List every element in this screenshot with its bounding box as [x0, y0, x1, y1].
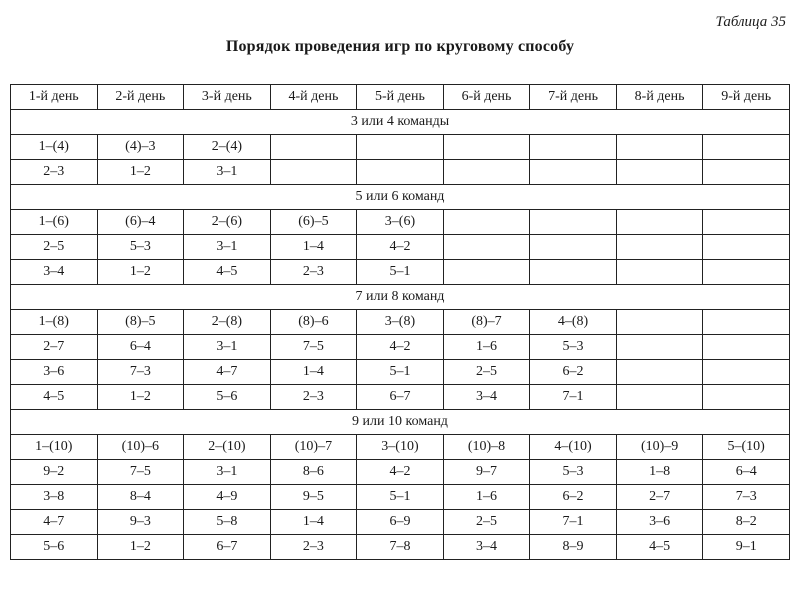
- match-cell: 3–6: [616, 510, 703, 535]
- match-cell: 6–2: [530, 485, 617, 510]
- table-row: [11, 535, 790, 560]
- match-cell: 5–6: [11, 535, 98, 560]
- match-cell: 3–(8): [357, 310, 444, 335]
- group-label: 3 или 4 команды: [11, 110, 790, 135]
- group-row: [11, 410, 790, 435]
- match-cell: [530, 210, 617, 235]
- match-cell: (4)–3: [97, 135, 184, 160]
- match-cell: 9–1: [703, 535, 790, 560]
- match-cell: 4–5: [184, 260, 271, 285]
- match-cell: 2–3: [270, 260, 357, 285]
- match-cell: 3–1: [184, 160, 271, 185]
- match-cell: 1–8: [616, 460, 703, 485]
- match-cell: [703, 160, 790, 185]
- match-cell: 8–9: [530, 535, 617, 560]
- match-cell: [443, 235, 530, 260]
- match-cell: [530, 135, 617, 160]
- match-cell: [703, 360, 790, 385]
- match-cell: 7–8: [357, 535, 444, 560]
- match-cell: 2–3: [270, 385, 357, 410]
- match-cell: 7–3: [97, 360, 184, 385]
- match-cell: [270, 135, 357, 160]
- match-cell: 5–1: [357, 260, 444, 285]
- match-cell: [616, 135, 703, 160]
- table-row: [11, 160, 790, 185]
- match-cell: [357, 135, 444, 160]
- match-cell: 4–2: [357, 235, 444, 260]
- match-cell: 2–7: [616, 485, 703, 510]
- day-header-1: 1-й день: [11, 85, 98, 110]
- match-cell: 1–(6): [11, 210, 98, 235]
- match-cell: (10)–9: [616, 435, 703, 460]
- group-row: [11, 185, 790, 210]
- match-cell: (10)–8: [443, 435, 530, 460]
- match-cell: 1–(10): [11, 435, 98, 460]
- match-cell: (6)–5: [270, 210, 357, 235]
- group-label: 9 или 10 команд: [11, 410, 790, 435]
- match-cell: 8–2: [703, 510, 790, 535]
- match-cell: [703, 260, 790, 285]
- match-cell: 1–4: [270, 235, 357, 260]
- match-cell: 6–2: [530, 360, 617, 385]
- match-cell: 5–3: [530, 460, 617, 485]
- match-cell: 8–6: [270, 460, 357, 485]
- match-cell: (10)–6: [97, 435, 184, 460]
- match-cell: [443, 135, 530, 160]
- match-cell: 3–1: [184, 335, 271, 360]
- match-cell: 1–6: [443, 485, 530, 510]
- match-cell: 4–5: [11, 385, 98, 410]
- match-cell: (6)–4: [97, 210, 184, 235]
- day-header-9: 9-й день: [703, 85, 790, 110]
- table-number: Таблица 35: [715, 14, 786, 30]
- group-label: 5 или 6 команд: [11, 185, 790, 210]
- match-cell: 5–1: [357, 360, 444, 385]
- table-row: [11, 260, 790, 285]
- match-cell: 3–8: [11, 485, 98, 510]
- table-row: [11, 360, 790, 385]
- group-row: [11, 285, 790, 310]
- match-cell: 7–3: [703, 485, 790, 510]
- match-cell: 6–7: [357, 385, 444, 410]
- match-cell: 3–(6): [357, 210, 444, 235]
- day-header-8: 8-й день: [616, 85, 703, 110]
- match-cell: 2–(10): [184, 435, 271, 460]
- match-cell: [703, 135, 790, 160]
- day-header-5: 5-й день: [357, 85, 444, 110]
- match-cell: 5–6: [184, 385, 271, 410]
- match-cell: 7–1: [530, 385, 617, 410]
- match-cell: 4–2: [357, 335, 444, 360]
- day-header-7: 7-й день: [530, 85, 617, 110]
- group-row: [11, 110, 790, 135]
- match-cell: [616, 310, 703, 335]
- match-cell: 3–4: [443, 535, 530, 560]
- match-cell: [530, 160, 617, 185]
- match-cell: 6–9: [357, 510, 444, 535]
- match-cell: [443, 260, 530, 285]
- match-cell: [443, 210, 530, 235]
- match-cell: 5–(10): [703, 435, 790, 460]
- match-cell: 4–(8): [530, 310, 617, 335]
- match-cell: 9–3: [97, 510, 184, 535]
- match-cell: 2–(4): [184, 135, 271, 160]
- match-cell: 7–5: [97, 460, 184, 485]
- match-cell: 1–2: [97, 385, 184, 410]
- match-cell: 2–3: [270, 535, 357, 560]
- match-cell: 2–5: [443, 510, 530, 535]
- group-label: 7 или 8 команд: [11, 285, 790, 310]
- day-header-2: 2-й день: [97, 85, 184, 110]
- match-cell: 7–5: [270, 335, 357, 360]
- table-row: [11, 460, 790, 485]
- match-cell: 6–4: [703, 460, 790, 485]
- table-row: [11, 135, 790, 160]
- match-cell: 5–3: [530, 335, 617, 360]
- match-cell: [703, 310, 790, 335]
- match-cell: (10)–7: [270, 435, 357, 460]
- match-cell: 6–4: [97, 335, 184, 360]
- table-row: [11, 485, 790, 510]
- match-cell: 3–1: [184, 235, 271, 260]
- match-cell: 3–4: [11, 260, 98, 285]
- schedule-header: [11, 85, 790, 110]
- match-cell: [357, 160, 444, 185]
- match-cell: 9–7: [443, 460, 530, 485]
- match-cell: [443, 160, 530, 185]
- table-row: [11, 310, 790, 335]
- match-cell: 3–(10): [357, 435, 444, 460]
- match-cell: [530, 235, 617, 260]
- match-cell: 1–4: [270, 510, 357, 535]
- match-cell: 1–(8): [11, 310, 98, 335]
- schedule-body: [11, 110, 790, 560]
- match-cell: 1–6: [443, 335, 530, 360]
- day-header-6: 6-й день: [443, 85, 530, 110]
- schedule-table: [10, 84, 790, 560]
- match-cell: 4–7: [11, 510, 98, 535]
- match-cell: 2–5: [11, 235, 98, 260]
- match-cell: 1–(4): [11, 135, 98, 160]
- match-cell: 8–4: [97, 485, 184, 510]
- match-cell: 1–2: [97, 535, 184, 560]
- match-cell: 2–(8): [184, 310, 271, 335]
- table-row: [11, 235, 790, 260]
- match-cell: [616, 210, 703, 235]
- match-cell: 3–4: [443, 385, 530, 410]
- match-cell: [703, 210, 790, 235]
- match-cell: 6–7: [184, 535, 271, 560]
- match-cell: [616, 160, 703, 185]
- match-cell: [616, 335, 703, 360]
- match-cell: [703, 385, 790, 410]
- match-cell: (8)–6: [270, 310, 357, 335]
- match-cell: (8)–7: [443, 310, 530, 335]
- match-cell: 4–(10): [530, 435, 617, 460]
- match-cell: 9–5: [270, 485, 357, 510]
- match-cell: 1–4: [270, 360, 357, 385]
- day-header-4: 4-й день: [270, 85, 357, 110]
- match-cell: 5–1: [357, 485, 444, 510]
- match-cell: 4–7: [184, 360, 271, 385]
- match-cell: [616, 235, 703, 260]
- match-cell: 3–1: [184, 460, 271, 485]
- match-cell: 1–2: [97, 260, 184, 285]
- match-cell: [616, 360, 703, 385]
- match-cell: (8)–5: [97, 310, 184, 335]
- match-cell: [616, 260, 703, 285]
- day-header-3: 3-й день: [184, 85, 271, 110]
- match-cell: [703, 235, 790, 260]
- match-cell: 1–2: [97, 160, 184, 185]
- match-cell: [616, 385, 703, 410]
- match-cell: 9–2: [11, 460, 98, 485]
- match-cell: 5–8: [184, 510, 271, 535]
- match-cell: 2–(6): [184, 210, 271, 235]
- match-cell: [530, 260, 617, 285]
- table-row: [11, 385, 790, 410]
- match-cell: 4–9: [184, 485, 271, 510]
- match-cell: 4–2: [357, 460, 444, 485]
- match-cell: [703, 335, 790, 360]
- table-title: Порядок проведения игр по круговому способу: [225, 38, 575, 55]
- match-cell: 3–6: [11, 360, 98, 385]
- table-row: [11, 210, 790, 235]
- match-cell: 2–3: [11, 160, 98, 185]
- match-cell: 2–7: [11, 335, 98, 360]
- match-cell: [270, 160, 357, 185]
- match-cell: 4–5: [616, 535, 703, 560]
- header-row: [11, 85, 790, 110]
- table-row: [11, 335, 790, 360]
- table-row: [11, 435, 790, 460]
- table-row: [11, 510, 790, 535]
- match-cell: 7–1: [530, 510, 617, 535]
- match-cell: 5–3: [97, 235, 184, 260]
- match-cell: 2–5: [443, 360, 530, 385]
